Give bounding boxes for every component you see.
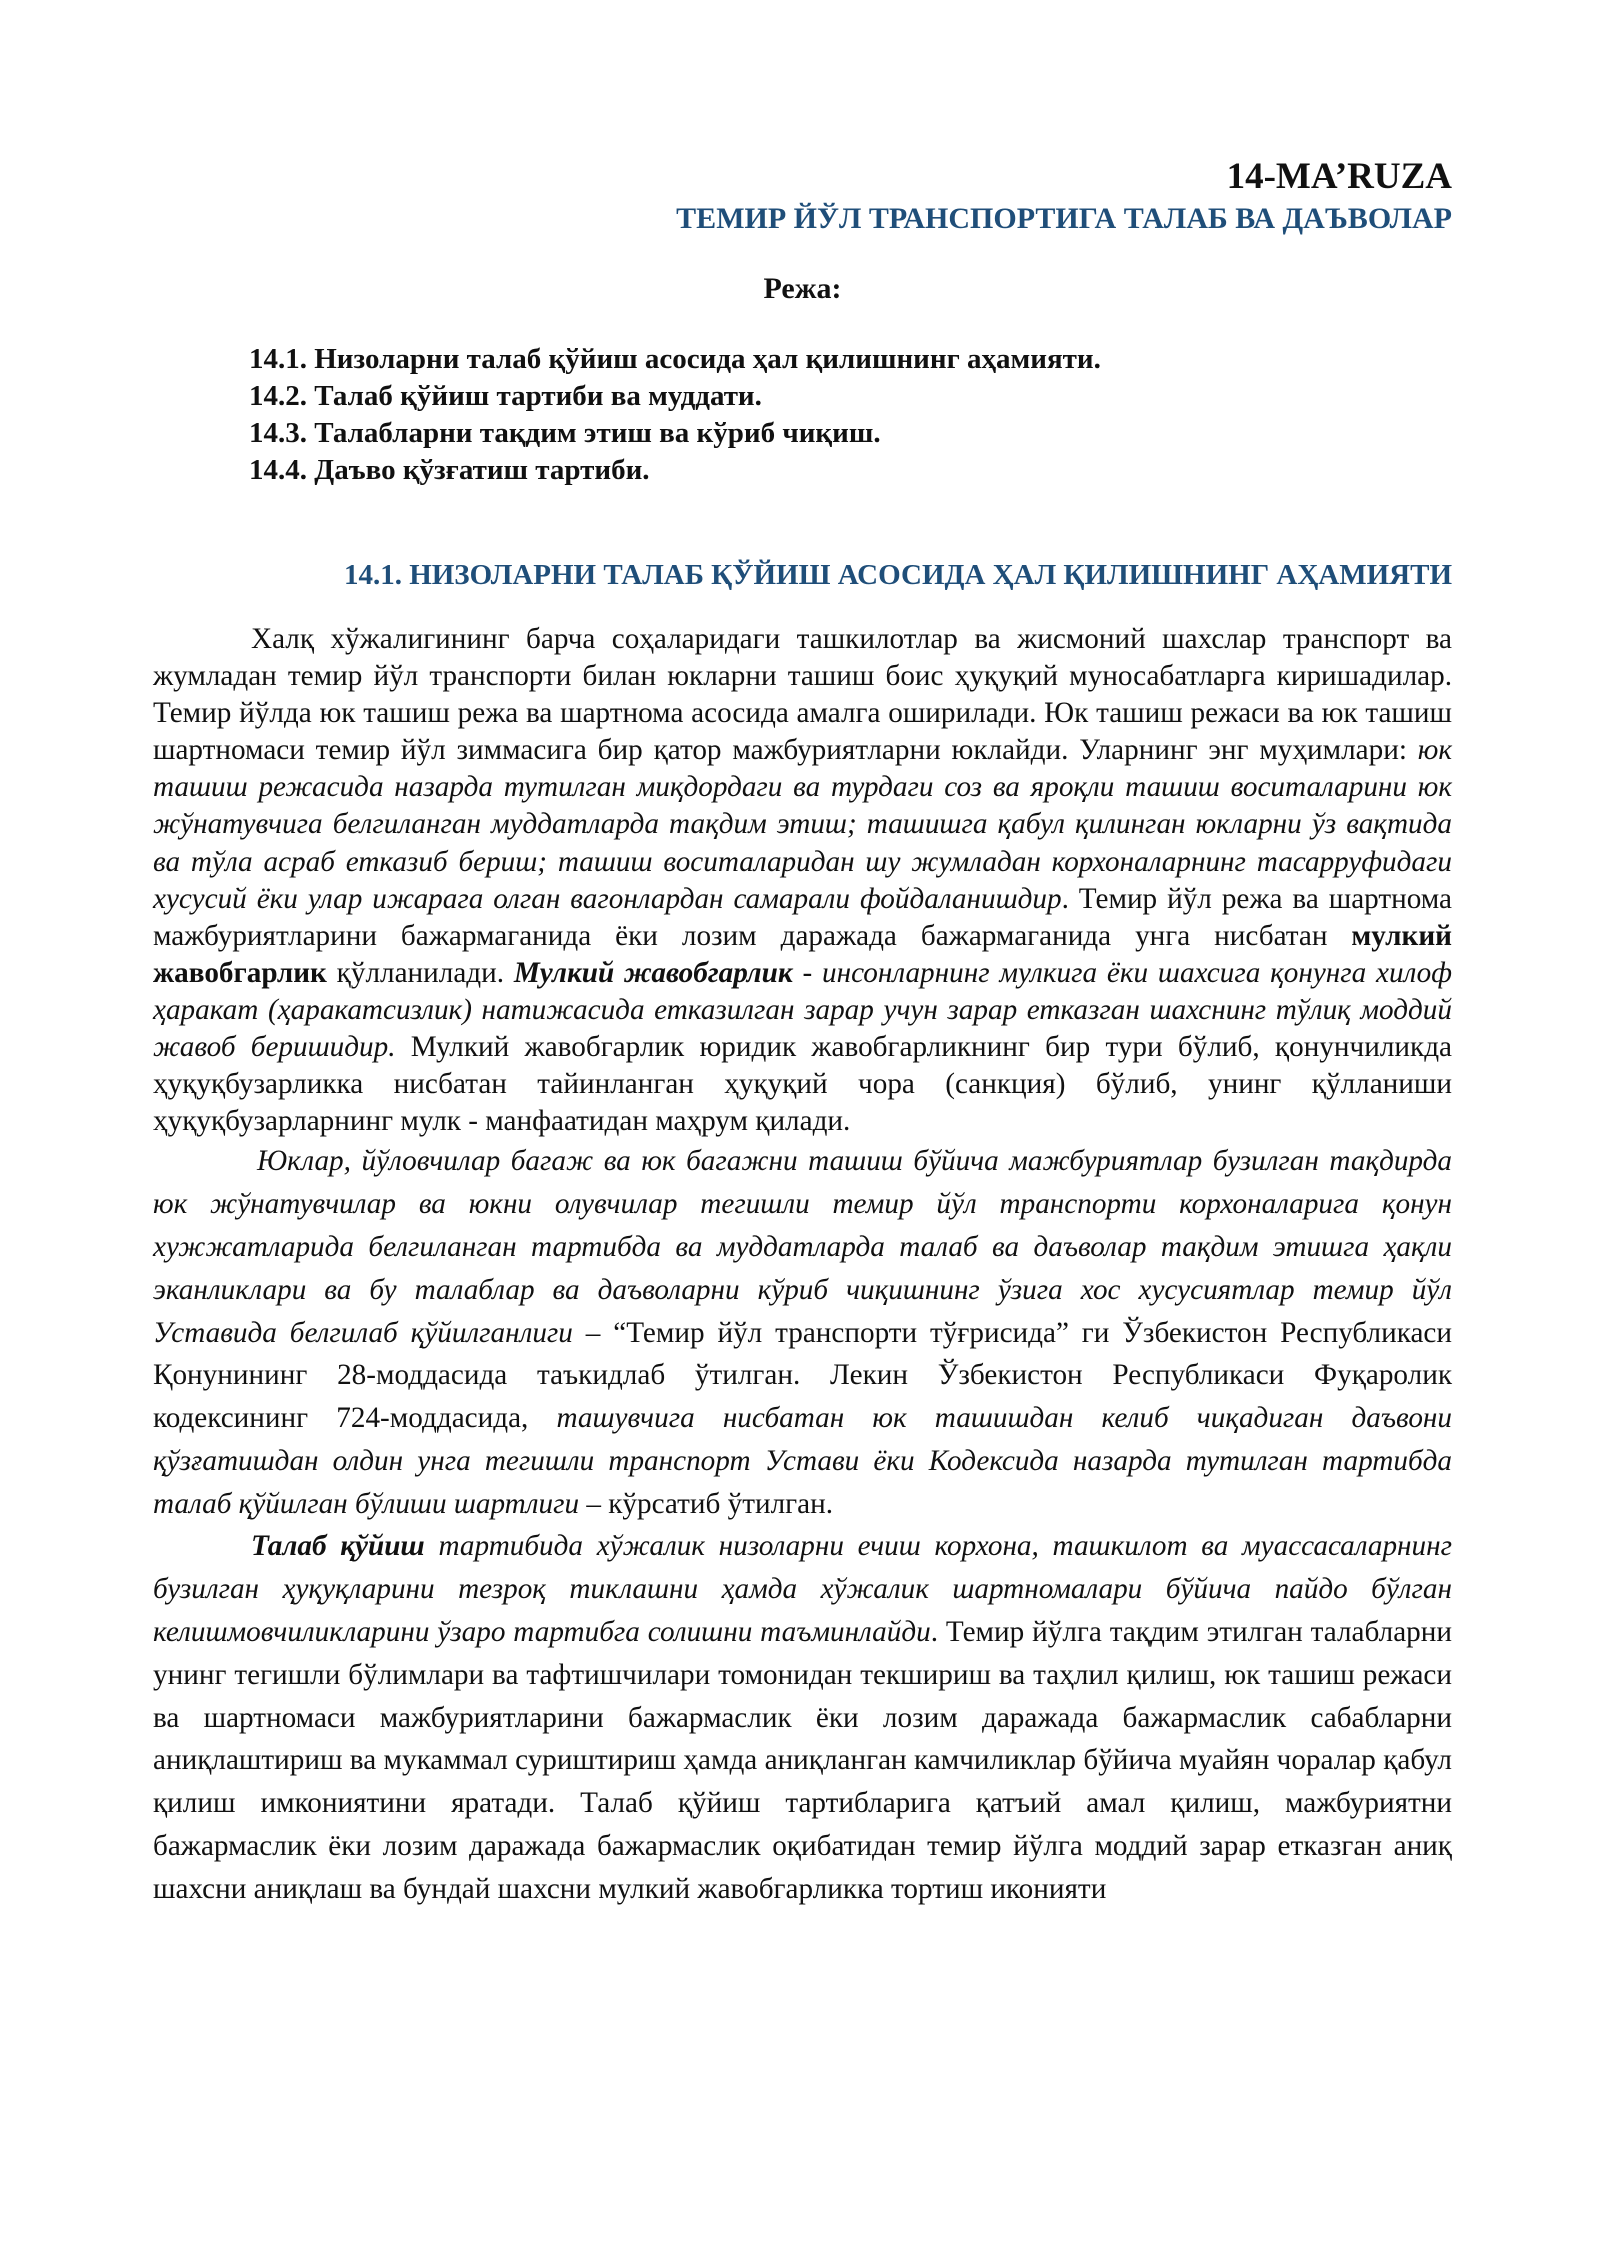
plan-list bbox=[153, 341, 1452, 489]
paragraph-text: Халқ хўжалигининг барча соҳаларидаги ташкилотлар ва жисмоний шахслар транспорт ва жумладан темир йўл транспорти билан юкларни ташиш боис ҳуқуқий муносабатларга киришадилар. Темир йўлда юк ташиш режа ва шартнома асосида амалга оширилади. Юк ташиш режаси ва юк ташиш шартномаси темир йўл зиммасига бир қатор мажбуриятларни юклайди. Уларнинг энг муҳимлари: bbox=[153, 623, 1452, 767]
paragraph-2 bbox=[153, 1140, 1452, 1525]
lecture-number: 14-MA’RUZA bbox=[1226, 156, 1452, 197]
plan-heading: Режа: bbox=[763, 272, 842, 305]
paragraph-1 bbox=[153, 621, 1452, 1140]
paragraph-italic-text: тартибида хўжалик низоларни ечиш корхона, ташкилот ва муассасаларнинг бузилган ҳуқуқларини тезроқ тиклашни ҳамда хўжалик шартномалари бўйича пайдо бўлган келишмовчиликларини ўзаро тартибга солишни таъминлайди bbox=[153, 1530, 1452, 1649]
paragraph-bold-term: мулкий жавобгарлик bbox=[153, 919, 1452, 989]
section-heading: 14.1. НИЗОЛАРНИ ТАЛАБ ҚЎЙИШ АСОСИДА ҲАЛ ҚИЛИШНИНГ АҲАМИЯТИ bbox=[343, 559, 1452, 591]
paragraph-text: қўлланилади. bbox=[326, 956, 514, 989]
paragraph-3 bbox=[153, 1525, 1452, 1910]
plan-item: 14.4. Даъво қўзғатиш тартиби. bbox=[249, 454, 650, 486]
paragraph-bold-italic-term: Мулкий жавобгарлик bbox=[513, 956, 793, 989]
paragraph-text: Мулкий жавобгарлик юридик жавобгарликнинг бир тури бўлиб, қонунчиликда ҳуқуқбузарликка нисбатан тайинланган ҳуқуқий чора (санкция) бўлиб, унинг қўлланиши ҳуқуқбузарларнинг мулк - манфаатидан маҳрум қилади. bbox=[153, 1031, 1452, 1138]
paragraph-text: – “Темир йўл транспорти тўғрисида” ги Ўзбекистон Республикаси Қонунининг 28-моддасида таъкидлаб ўтилган. Лекин Ўзбекистон Республикаси Фуқаролик кодексининг 724-моддасида, bbox=[153, 1316, 1452, 1435]
paragraph-italic-text: Юклар, йўловчилар багаж ва юк багажни ташиш бўйича мажбуриятлар бузилган тақдирда юк жўнатувчилар ва юкни олувчилар тегишли темир йўл транспорти корхоналарига қонун хужжатларида белгиланган тартибда ва муддатларда талаб ва даъволар тақдим этишга ҳақли эканликлари ва бу талаблар ва даъволарни кўриб чиқишнинг ўзига хос хусусиятлар темир йўл Уставида белгилаб қўйилганлиги bbox=[153, 1145, 1452, 1349]
lecture-title: ТЕМИР ЙЎЛ ТРАНСПОРТИГА ТАЛАБ ВА ДАЪВОЛАР bbox=[676, 202, 1452, 235]
paragraph-text: . Темир йўл режа ва шартнома мажбуриятларини бажармаганида ёки лозим даражада бажармаганида унга нисбатан bbox=[153, 882, 1452, 952]
paragraph-text: . Темир йўлга тақдим этилган талабларни унинг тегишли бўлимлари ва тафтишчилари томонидан текшириш ва таҳлил қилиш, юк ташиш режаси ва шартномаси мажбуриятларини бажармаслик ёки лозим даражада бажармаслик сабабларни аниқлаштириш ва мукаммал суриштириш ҳамда аниқланган камчиликлар бўйича муайян чоралар қабул қилиш имкониятини яратади. Талаб қўйиш тартибларига қатъий амал қилиш, мажбуриятни бажармаслик ёки лозим даражада бажармаслик оқибатидан темир йўлга моддий зарар етказган аниқ шахсни аниқлаш ва бундай шахсни мулкий жавобгарликка тортиш иконияти bbox=[153, 1616, 1452, 1905]
plan-item: 14.2. Талаб қўйиш тартиби ва муддати. bbox=[249, 380, 762, 412]
paragraph-bold-italic-term: Талаб қўйиш bbox=[251, 1530, 425, 1563]
plan-item: 14.1. Низоларни талаб қўйиш асосида ҳал қилишнинг аҳамияти. bbox=[249, 343, 1101, 375]
paragraph-italic-text: ташувчига нисбатан юк ташишдан келиб чиқадиган даъвони қўзғатишдан олдин унга тегишли транспорт Устави ёки Кодексида назарда тутилган тартибда талаб қўйилган бўлиши шартлиги bbox=[153, 1402, 1452, 1520]
paragraph-italic-text: юк ташиш режасида назарда тутилган миқдордаги ва турдаги соз ва яроқли ташиш воситаларини юк жўнатувчига белгиланган муддатларда тақдим этиш; ташишга қабул қилинган юкларни ўз вақтида ва тўла асраб етказиб бериш; ташиш воситаларидан шу жумладан корхоналарнинг тасарруфидаги хусусий ёки улар ижарага олган вагонлардан самарали фойдаланишдир bbox=[153, 734, 1452, 915]
paragraph-italic-text: - инсонларнинг мулкига ёки шахсига қонунга хилоф ҳаракат (ҳаракатсизлик) натижасида етказилган зарар учун зарар етказган шахснинг тўлиқ моддий жавоб беришидир. bbox=[153, 956, 1452, 1064]
paragraph-text: – кўрсатиб ўтилган. bbox=[579, 1487, 834, 1520]
plan-item: 14.3. Талабларни тақдим этиш ва кўриб чиқиш. bbox=[249, 417, 881, 449]
